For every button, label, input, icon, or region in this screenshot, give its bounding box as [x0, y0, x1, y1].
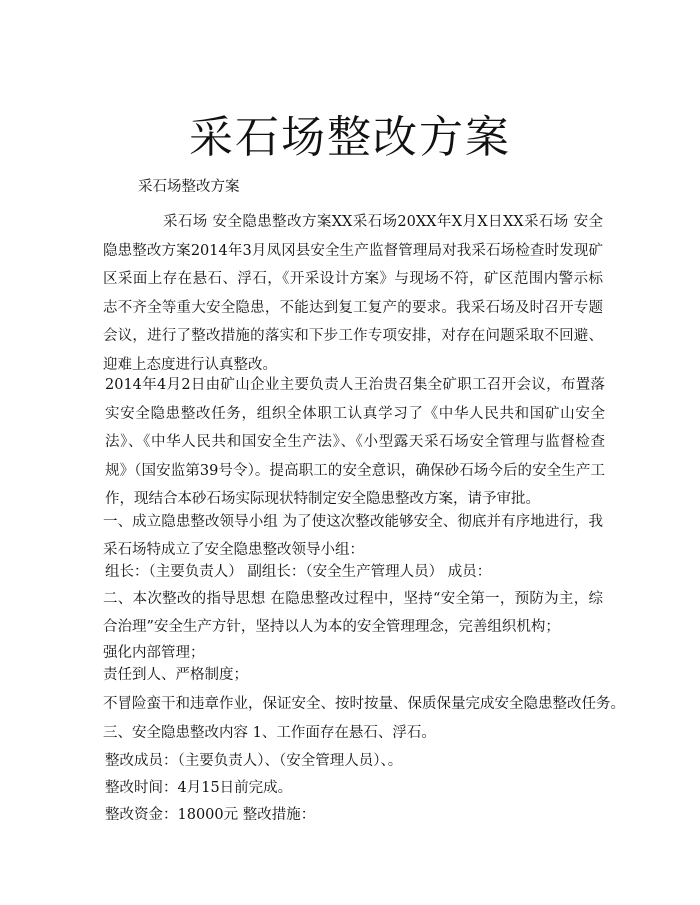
section-2-item-responsibility: 责任到人、严格制度；: [103, 667, 248, 683]
team-line: 组长：（主要负责人） 副组长：（安全生产管理人员） 成员：: [105, 564, 492, 580]
document-title: 采石场整改方案: [189, 112, 511, 163]
section-3-heading: 三、安全隐患整改内容 1、工作面存在悬石、浮石。: [103, 725, 436, 741]
document-subtitle: 采石场整改方案: [138, 179, 240, 195]
section-2-item-safety: 不冒险蛮干和违章作业，保证安全、按时按量、保质保量完成安全隐患整改任务。: [103, 696, 625, 712]
section-2-item-internal: 强化内部管理；: [103, 645, 205, 661]
intro-paragraph: 采石场 安全隐患整改方案XX采石场20XX年X月X日XX采石场 安全隐患整改方案2014年3月凤冈县安全生产监督管理局对我采石场检查时发现矿区采面上存在悬石、浮石，《开采设计方案》与现场不符，矿区范围内警示标志不齐全等重大安全隐患，不能达到复工复产的要求。我采石场及时召开专题会议，进行了整改措施的落实和下步工作专项安排，对存在问题采取不回避、迎难上态度进行认真整改。: [103, 214, 603, 373]
time-line: 整改时间：4月15日前完成。: [105, 780, 293, 796]
section-1-heading: 一、成立隐患整改领导小组 为了使这次整改能够安全、彻底并有序地进行，我采石场特成立了安全隐患整改领导小组：: [103, 514, 603, 558]
fund-line: 整改资金：18000元 整改措施：: [105, 807, 316, 823]
section-2-heading: 二、本次整改的指导思想 在隐患整改过程中，坚持“安全第一，预防为主，综合治理”安全生产方针，坚持以人为本的安全管理理念，完善组织机构；: [103, 591, 603, 635]
members-line: 整改成员：（主要负责人）、（安全管理人员）、。: [105, 753, 403, 769]
meeting-paragraph: 2014年4月2日由矿山企业主要负责人王治贵召集全矿职工召开会议，布置落实安全隐患整改任务，组织全体职工认真学习了《中华人民共和国矿山安全法》、《中华人民共和国安全生产法》、《小型露天采石场安全管理与监督检查规》（国安监第39号令）。提高职工的安全意识，确保砂石场今后的安全生产工作，现结合本砂石场实际现状特制定安全隐患整改方案，请予审批。: [105, 377, 605, 507]
